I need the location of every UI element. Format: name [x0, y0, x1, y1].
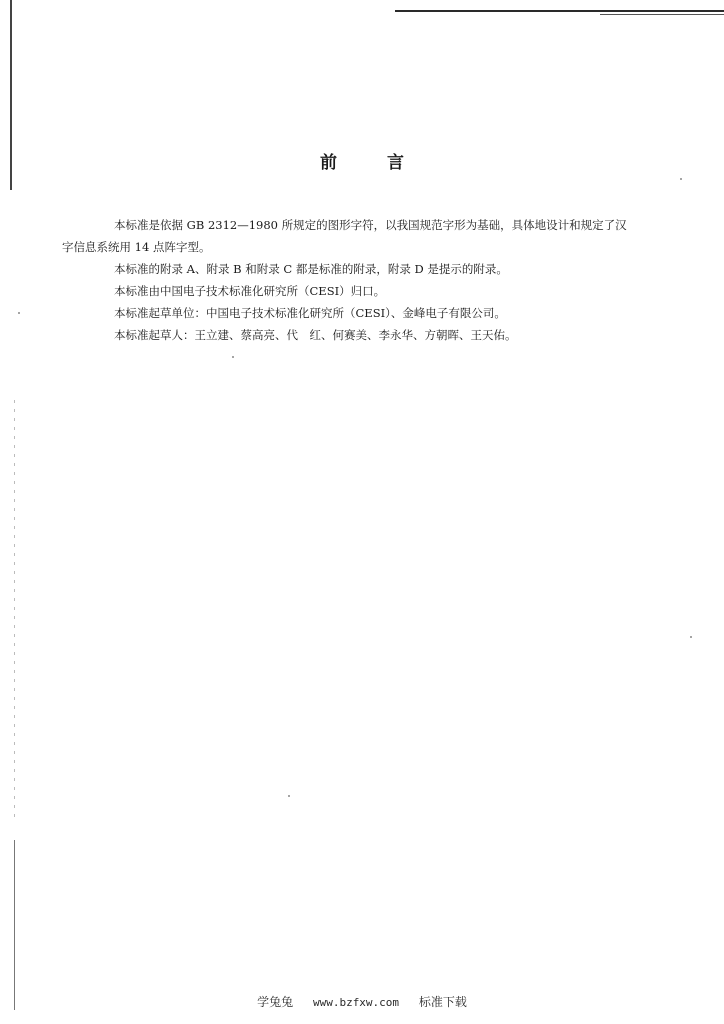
- scan-speck: [288, 795, 290, 797]
- footer-tagline: 标准下载: [418, 995, 467, 1009]
- scan-left-edge-lower: [14, 840, 15, 1010]
- scan-top-rule-secondary: [600, 14, 724, 15]
- scan-speck: [690, 636, 692, 638]
- page-title-part1: 前: [320, 153, 337, 173]
- paragraph-appendices: 本标准的附录 A、附录 B 和附录 C 都是标准的附录，附录 D 是提示的附录。: [114, 262, 508, 276]
- footer-watermark: [0, 993, 724, 1010]
- paragraph-basis: [62, 214, 684, 258]
- paragraph-basis-line2: 字信息系统用 14 点阵字型。: [62, 240, 211, 254]
- paragraph-drafters: 本标准起草人：王立建、蔡高亮、代 红、何赛美、李永华、方朝晖、王天佑。: [114, 328, 517, 342]
- page-title: [0, 148, 724, 173]
- paragraph-drafting-units: 本标准起草单位：中国电子技术标准化研究所（CESI）、金峰电子有限公司。: [114, 306, 506, 320]
- foreword-body: [62, 214, 684, 346]
- footer-url: www.bzfxw.com: [312, 996, 400, 1009]
- page-title-part2: 言: [387, 153, 404, 173]
- scan-speck: [232, 356, 234, 358]
- scan-top-rule: [395, 10, 724, 12]
- scan-speck: [680, 178, 682, 180]
- footer-site-name: 学兔兔: [257, 995, 294, 1009]
- scan-speck: [18, 312, 20, 314]
- paragraph-basis-line1: 本标准是依据 GB 2312—1980 所规定的图形字符，以我国规范字形为基础，具体地设计和规定了汉: [114, 218, 627, 232]
- scan-left-edge-dotted: [14, 400, 15, 820]
- paragraph-administration: 本标准由中国电子技术标准化研究所（CESI）归口。: [114, 284, 386, 298]
